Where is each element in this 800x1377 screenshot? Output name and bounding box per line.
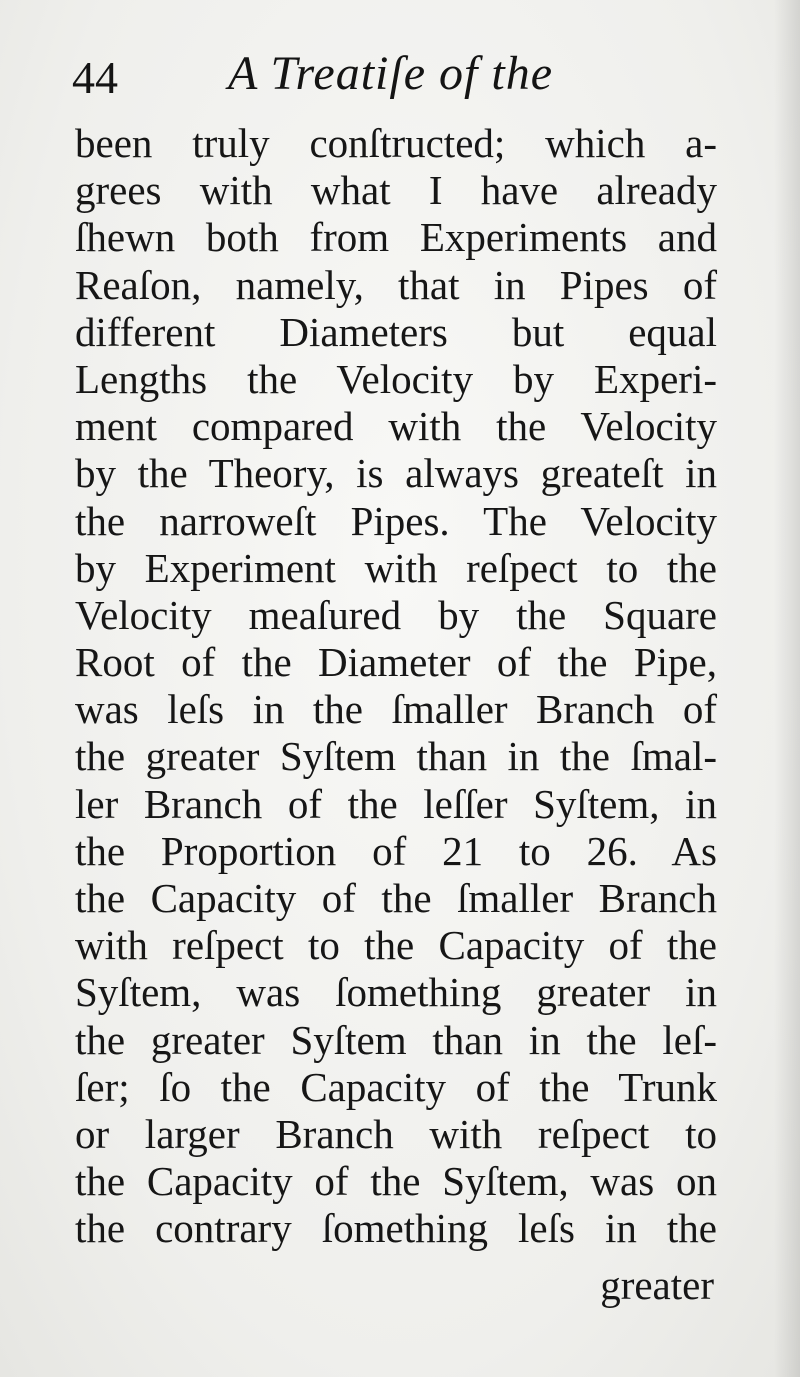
- running-title: A Treatiſe of the: [228, 47, 553, 100]
- text-line: by the Theory, is always greateſt in: [75, 450, 717, 497]
- body-text: [75, 120, 717, 1253]
- text-line: was leſs in the ſmaller Branch of: [75, 686, 717, 733]
- text-line: with reſpect to the Capacity of the: [75, 922, 717, 969]
- text-line: ſhewn both from Experiments and: [75, 214, 717, 261]
- text-line: or larger Branch with reſpect to: [75, 1110, 717, 1157]
- text-line: the Capacity of the ſmaller Branch: [75, 875, 717, 921]
- text-line: by Experiment with reſpect to the: [75, 544, 717, 591]
- text-line: ment compared with the Velocity: [75, 403, 717, 450]
- text-line: Velocity meaſured by the Square: [75, 591, 717, 638]
- gutter-shadow: [774, 0, 800, 1377]
- text-line: Syſtem, was ſomething greater in: [75, 969, 717, 1016]
- text-line: the greater Syſtem than in the leſ-: [75, 1016, 717, 1063]
- text-line: ſer; ſo the Capacity of the Trunk: [75, 1063, 717, 1110]
- text-line: the Proportion of 21 to 26. As: [75, 827, 717, 874]
- text-line: the contrary ſomething leſs in the: [75, 1205, 717, 1252]
- text-line: Lengths the Velocity by Experi-: [75, 355, 717, 402]
- page-header: [72, 44, 732, 114]
- text-line: been truly conſtructed; which a-: [75, 120, 717, 166]
- text-line: different Diameters but equal: [75, 308, 717, 355]
- text-line: the greater Syſtem than in the ſmal-: [75, 733, 717, 780]
- text-line: ler Branch of the leſſer Syſtem, in: [75, 780, 717, 827]
- page-number: 44: [72, 52, 118, 103]
- text-line: Reaſon, namely, that in Pipes of: [75, 261, 717, 308]
- text-line: the Capacity of the Syſtem, was on: [75, 1158, 717, 1205]
- text-line: grees with what I have already: [75, 167, 717, 214]
- text-line: the narroweſt Pipes. The Velocity: [75, 497, 717, 544]
- text-line: Root of the Diameter of the Pipe,: [75, 639, 717, 686]
- catchword: greater: [600, 1262, 714, 1308]
